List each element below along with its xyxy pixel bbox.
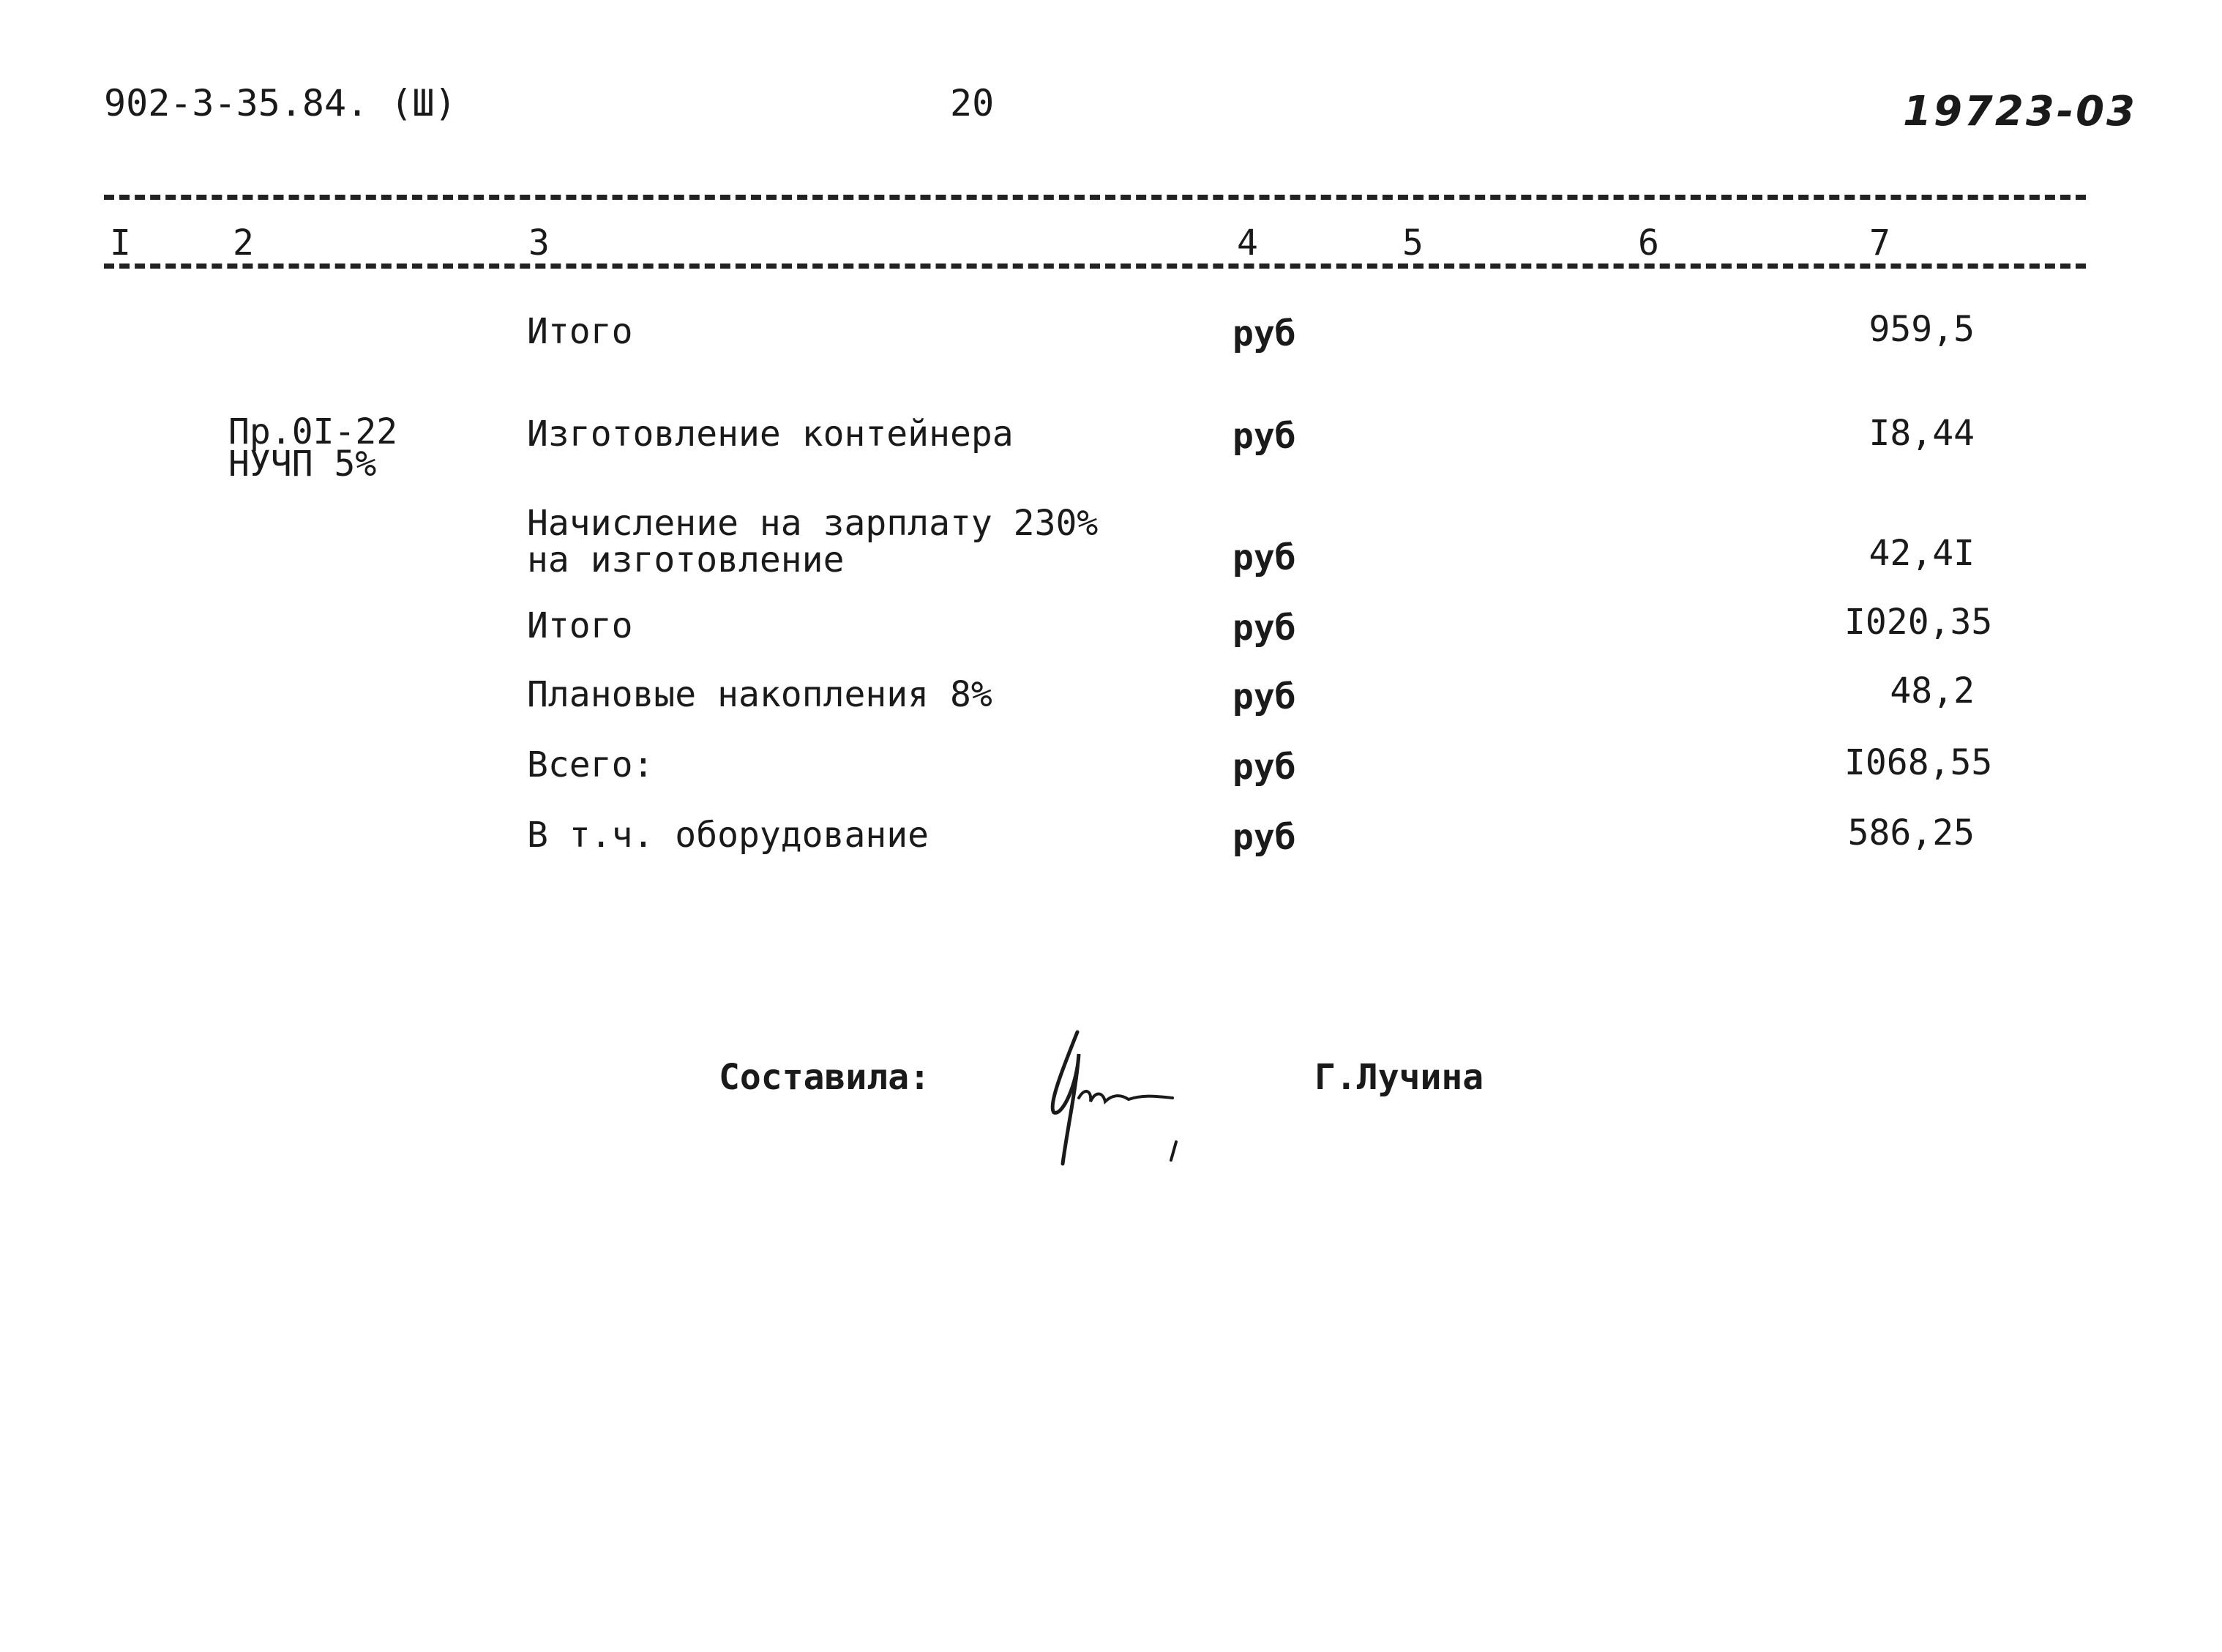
row-unit: руб <box>1232 313 1296 354</box>
row-unit: руб <box>1232 537 1296 578</box>
column-number-6: 6 <box>1638 223 1659 264</box>
row-name: Изготовление контейнера <box>527 414 1014 455</box>
table-top-rule <box>104 195 2086 200</box>
row-amount: I020,35 <box>1844 602 1993 643</box>
column-number-2: 2 <box>233 223 254 264</box>
row-amount: 48,2 <box>1890 670 1975 711</box>
row-amount: I068,55 <box>1844 742 1993 783</box>
document-code: 902-3-35.84. (Ш) <box>104 82 457 124</box>
column-number-3: 3 <box>528 223 550 264</box>
column-number-1: I <box>110 223 131 264</box>
row-unit: руб <box>1232 747 1296 788</box>
row-name: Начисление на зарплату 230% на изготовление <box>527 503 1099 580</box>
row-unit: руб <box>1232 676 1296 717</box>
row-name: Плановые накопления 8% <box>527 674 992 715</box>
handwritten-document-number: 19723-03 <box>1903 88 2137 135</box>
row-amount: 586,25 <box>1847 812 1975 853</box>
row-amount: 42,4I <box>1868 533 1975 574</box>
column-number-5: 5 <box>1402 223 1424 264</box>
row-amount: 959,5 <box>1868 309 1975 350</box>
row-name: Итого <box>527 605 633 646</box>
row-basis: Пр.0I-22 НУЧП 5% <box>228 411 398 485</box>
row-amount: I8,44 <box>1868 413 1975 454</box>
row-unit: руб <box>1232 416 1296 457</box>
row-name: В т.ч. оборудование <box>527 815 929 856</box>
row-unit: руб <box>1232 817 1296 858</box>
signature-image <box>1033 1025 1194 1171</box>
table-header-rule <box>104 264 2086 269</box>
row-unit: руб <box>1232 608 1296 649</box>
row-name: Итого <box>527 311 633 352</box>
compiler-name: Г.Лучина <box>1314 1057 1484 1098</box>
row-name: Всего: <box>527 744 654 785</box>
page-number: 20 <box>950 82 995 124</box>
column-number-7: 7 <box>1869 223 1890 264</box>
compiled-by-label: Составила: <box>719 1057 930 1098</box>
column-number-4: 4 <box>1237 223 1258 264</box>
